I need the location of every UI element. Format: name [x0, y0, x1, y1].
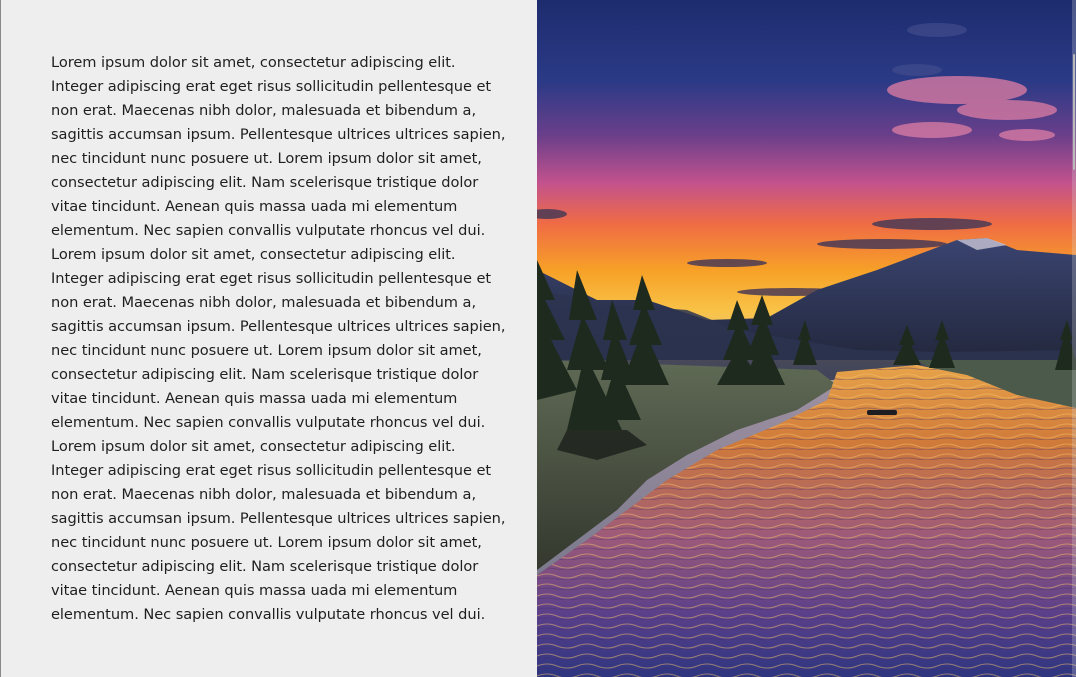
text-line: elementum. Nec sapien convallis vulputate rhoncus vel dui. [51, 414, 486, 431]
scrollbar-thumb[interactable] [1073, 54, 1075, 170]
text-line: nec tincidunt nunc posuere ut. Lorem ipsum dolor sit amet, [51, 534, 482, 551]
landscape-photo [537, 0, 1076, 677]
text-line: nec tincidunt nunc posuere ut. Lorem ipsum dolor sit amet, [51, 342, 482, 359]
text-panel [0, 0, 537, 677]
text-line: non erat. Maecenas nibh dolor, malesuada et bibendum a, [51, 486, 477, 503]
text-line: sagittis accumsan ipsum. Pellentesque ultrices ultrices sapien, [51, 510, 506, 527]
text-line: sagittis accumsan ipsum. Pellentesque ultrices ultrices sapien, [51, 126, 506, 143]
text-line: Integer adipiscing erat eget risus sollicitudin pellentesque et [51, 78, 492, 95]
article-text [51, 51, 537, 627]
text-line: Lorem ipsum dolor sit amet, consectetur adipiscing elit. [51, 246, 456, 263]
text-line: nec tincidunt nunc posuere ut. Lorem ipsum dolor sit amet, [51, 150, 482, 167]
text-line: vitae tincidunt. Aenean quis massa uada mi elementum [51, 198, 458, 215]
text-line: Lorem ipsum dolor sit amet, consectetur adipiscing elit. [51, 438, 456, 455]
text-line: Lorem ipsum dolor sit amet, consectetur adipiscing elit. [51, 54, 456, 71]
text-line: vitae tincidunt. Aenean quis massa uada mi elementum [51, 582, 458, 599]
text-line: non erat. Maecenas nibh dolor, malesuada et bibendum a, [51, 102, 477, 119]
text-line: non erat. Maecenas nibh dolor, malesuada et bibendum a, [51, 294, 477, 311]
text-line: elementum. Nec sapien convallis vulputate rhoncus vel dui. [51, 222, 486, 239]
text-line: vitae tincidunt. Aenean quis massa uada mi elementum [51, 390, 458, 407]
text-line: elementum. Nec sapien convallis vulputate rhoncus vel dui. [51, 606, 486, 623]
scrollbar[interactable] [1072, 0, 1076, 677]
text-line: Integer adipiscing erat eget risus sollicitudin pellentesque et [51, 270, 492, 287]
text-line: consectetur adipiscing elit. Nam scelerisque tristique dolor [51, 366, 479, 383]
text-line: sagittis accumsan ipsum. Pellentesque ultrices ultrices sapien, [51, 318, 506, 335]
text-line: consectetur adipiscing elit. Nam scelerisque tristique dolor [51, 558, 479, 575]
text-line: consectetur adipiscing elit. Nam scelerisque tristique dolor [51, 174, 479, 191]
text-line: Integer adipiscing erat eget risus sollicitudin pellentesque et [51, 462, 492, 479]
sunset-river-image [537, 0, 1076, 677]
